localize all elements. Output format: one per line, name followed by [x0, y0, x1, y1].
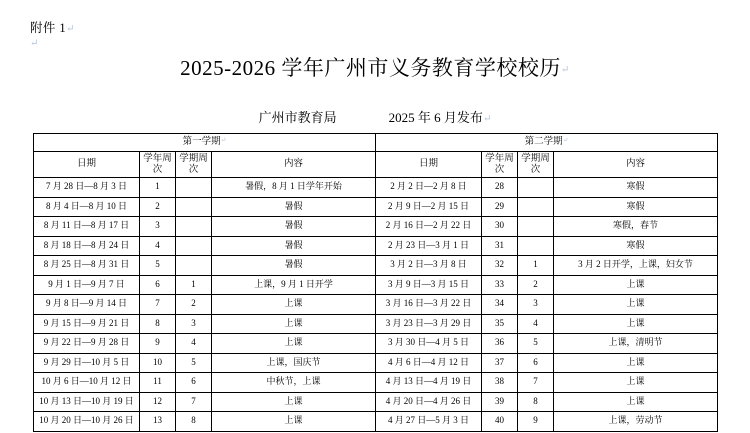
cell-date-term1: 9 月 22 日—9 月 28 日: [34, 334, 140, 354]
cell-school-week-term2: 36: [482, 334, 518, 354]
table-row: [34, 197, 718, 217]
cell-term-week-term1: 1: [176, 275, 212, 295]
cell-date-term1: 9 月 8 日—9 月 14 日: [34, 295, 140, 315]
cell-school-week-term1: 10: [140, 353, 176, 373]
cell-term-week-term2: 4: [518, 314, 554, 334]
cell-content-term1: 暑假: [212, 217, 376, 237]
cell-term-week-term1: 3: [176, 314, 212, 334]
cell-school-week-term1: 9: [140, 334, 176, 354]
paragraph-mark-icon: ↵: [65, 23, 75, 35]
cell-date-term2: 2 月 16 日—2 月 22 日: [376, 217, 482, 237]
attachment-label: [30, 18, 75, 36]
cell-term-week-term1: [176, 197, 212, 217]
school-calendar-table: [33, 133, 718, 432]
cell-term-week-term2: [518, 197, 554, 217]
cell-term-week-term1: [176, 217, 212, 237]
cell-term-week-term1: [176, 236, 212, 256]
cell-content-term2: 寒假: [554, 197, 718, 217]
cell-term-week-term2: 5: [518, 334, 554, 354]
cell-date-term2: 3 月 30 日—4 月 5 日: [376, 334, 482, 354]
cell-date-term1: 8 月 25 日—8 月 31 日: [34, 256, 140, 276]
cell-term-week-term1: 6: [176, 373, 212, 393]
term-header-second: [376, 134, 718, 152]
cell-date-term1: 10 月 6 日—10 月 12 日: [34, 373, 140, 393]
cell-content-term2: 上课: [554, 275, 718, 295]
cell-content-term1: 上课: [212, 412, 376, 432]
cell-content-term1: 上课: [212, 392, 376, 412]
cell-school-week-term2: 34: [482, 295, 518, 315]
table-column-header-row: [34, 152, 718, 178]
cell-content-term1: 上课: [212, 295, 376, 315]
table-term-header-row: [34, 134, 718, 152]
cell-date-term1: 9 月 15 日—9 月 21 日: [34, 314, 140, 334]
cell-content-term1: 上课: [212, 334, 376, 354]
page-title: [0, 52, 750, 82]
cell-content-term2: 上课: [554, 392, 718, 412]
cell-content-term1: 中秋节，上课: [212, 373, 376, 393]
cell-content-term1: 上课，9 月 1 日开学: [212, 275, 376, 295]
cell-school-week-term1: 6: [140, 275, 176, 295]
cell-date-term1: 8 月 18 日—8 月 24 日: [34, 236, 140, 256]
cell-date-term1: 10 月 20 日—10 月 26 日: [34, 412, 140, 432]
cell-date-term1: 8 月 4 日—8 月 10 日: [34, 197, 140, 217]
cell-date-term2: 4 月 20 日—4 月 26 日: [376, 392, 482, 412]
column-header-date-2: 日期: [376, 152, 482, 178]
table-row: [34, 178, 718, 198]
issuer-name: 广州市教育局: [258, 110, 337, 125]
cell-term-week-term2: 7: [518, 373, 554, 393]
table-row: [34, 275, 718, 295]
paragraph-mark-icon: ↵: [562, 136, 569, 145]
cell-content-term2: 上课，劳动节: [554, 412, 718, 432]
cell-date-term1: 10 月 13 日—10 月 19 日: [34, 392, 140, 412]
cell-school-week-term1: 12: [140, 392, 176, 412]
table-row: [34, 314, 718, 334]
column-header-date-1: 日期: [34, 152, 140, 178]
cell-school-week-term2: 28: [482, 178, 518, 198]
cell-content-term1: 暑假，8 月 1 日学年开始: [212, 178, 376, 198]
paragraph-mark-icon: ↵: [482, 113, 492, 125]
column-header-term-week-1: 学期周次: [176, 152, 212, 178]
table-row: [34, 353, 718, 373]
cell-date-term1: 8 月 11 日—8 月 17 日: [34, 217, 140, 237]
cell-term-week-term2: 6: [518, 353, 554, 373]
cell-date-term2: 4 月 13 日—4 月 19 日: [376, 373, 482, 393]
cell-date-term2: 2 月 2 日—2 月 8 日: [376, 178, 482, 198]
cell-school-week-term2: 40: [482, 412, 518, 432]
cell-content-term2: 寒假，春节: [554, 217, 718, 237]
table-row: [34, 236, 718, 256]
issuer-line: [0, 107, 750, 126]
cell-term-week-term1: 8: [176, 412, 212, 432]
cell-term-week-term2: 9: [518, 412, 554, 432]
cell-school-week-term1: 13: [140, 412, 176, 432]
cell-school-week-term2: 35: [482, 314, 518, 334]
publish-date: 2025 年 6 月发布: [388, 110, 483, 125]
cell-school-week-term2: 33: [482, 275, 518, 295]
cell-school-week-term1: 8: [140, 314, 176, 334]
cell-school-week-term1: 7: [140, 295, 176, 315]
attachment-label-text: 附件 1: [30, 21, 66, 35]
column-header-content-2: 内容: [554, 152, 718, 178]
table-row: [34, 256, 718, 276]
cell-school-week-term1: 4: [140, 236, 176, 256]
cell-school-week-term2: 31: [482, 236, 518, 256]
cell-term-week-term1: 5: [176, 353, 212, 373]
cell-school-week-term1: 2: [140, 197, 176, 217]
cell-school-week-term1: 11: [140, 373, 176, 393]
cell-term-week-term1: 2: [176, 295, 212, 315]
cell-content-term1: 暑假: [212, 197, 376, 217]
cell-content-term2: 上课: [554, 373, 718, 393]
cell-content-term2: 上课: [554, 314, 718, 334]
paragraph-mark-icon: ↵: [30, 38, 39, 49]
cell-school-week-term2: 38: [482, 373, 518, 393]
cell-school-week-term2: 30: [482, 217, 518, 237]
cell-content-term2: 上课: [554, 295, 718, 315]
cell-content-term2: 寒假: [554, 236, 718, 256]
cell-term-week-term2: [518, 178, 554, 198]
table-row: [34, 334, 718, 354]
cell-term-week-term1: 4: [176, 334, 212, 354]
cell-date-term2: 4 月 6 日—4 月 12 日: [376, 353, 482, 373]
cell-school-week-term1: 3: [140, 217, 176, 237]
cell-term-week-term2: 2: [518, 275, 554, 295]
cell-date-term2: 3 月 16 日—3 月 22 日: [376, 295, 482, 315]
cell-content-term1: 上课: [212, 314, 376, 334]
term-header-first: [34, 134, 376, 152]
cell-date-term2: 3 月 2 日—3 月 8 日: [376, 256, 482, 276]
table-row: [34, 295, 718, 315]
cell-school-week-term2: 32: [482, 256, 518, 276]
cell-term-week-term2: 3: [518, 295, 554, 315]
cell-school-week-term2: 29: [482, 197, 518, 217]
cell-term-week-term2: 1: [518, 256, 554, 276]
table-row: [34, 412, 718, 432]
cell-term-week-term1: 7: [176, 392, 212, 412]
cell-content-term2: 上课: [554, 353, 718, 373]
cell-date-term2: 2 月 23 日—3 月 1 日: [376, 236, 482, 256]
table-row: [34, 373, 718, 393]
column-header-term-week-2: 学期周次: [518, 152, 554, 178]
cell-school-week-term2: 39: [482, 392, 518, 412]
cell-date-term2: 3 月 9 日—3 月 15 日: [376, 275, 482, 295]
table-row: [34, 217, 718, 237]
cell-date-term2: 3 月 23 日—3 月 29 日: [376, 314, 482, 334]
cell-term-week-term2: 8: [518, 392, 554, 412]
cell-term-week-term2: [518, 217, 554, 237]
cell-content-term1: 暑假: [212, 256, 376, 276]
cell-term-week-term2: [518, 236, 554, 256]
cell-date-term1: 9 月 29 日—10 月 5 日: [34, 353, 140, 373]
cell-content-term1: 暑假: [212, 236, 376, 256]
cell-date-term1: 9 月 1 日—9 月 7 日: [34, 275, 140, 295]
page-title-text: 2025-2026 学年广州市义务教育学校校历: [180, 56, 561, 80]
column-header-school-week-2: 学年周次: [482, 152, 518, 178]
column-header-content-1: 内容: [212, 152, 376, 178]
cell-school-week-term1: 5: [140, 256, 176, 276]
term-header-first-text: 第一学期: [182, 137, 221, 148]
cell-date-term2: 2 月 9 日—2 月 15 日: [376, 197, 482, 217]
column-header-school-week-1: 学年周次: [140, 152, 176, 178]
paragraph-mark-icon: ↵: [560, 64, 570, 76]
cell-date-term1: 7 月 28 日—8 月 3 日: [34, 178, 140, 198]
cell-school-week-term2: 37: [482, 353, 518, 373]
term-header-second-text: 第二学期: [524, 137, 563, 148]
cell-content-term2: 上课，清明节: [554, 334, 718, 354]
cell-school-week-term1: 1: [140, 178, 176, 198]
table-row: [34, 392, 718, 412]
cell-term-week-term1: [176, 178, 212, 198]
cell-date-term2: 4 月 27 日—5 月 3 日: [376, 412, 482, 432]
cell-content-term1: 上课，国庆节: [212, 353, 376, 373]
paragraph-mark-icon: ↵: [220, 136, 227, 145]
cell-content-term2: 3 月 2 日开学，上课，妇女节: [554, 256, 718, 276]
cell-term-week-term1: [176, 256, 212, 276]
cell-content-term2: 寒假: [554, 178, 718, 198]
table-body: [34, 178, 718, 432]
